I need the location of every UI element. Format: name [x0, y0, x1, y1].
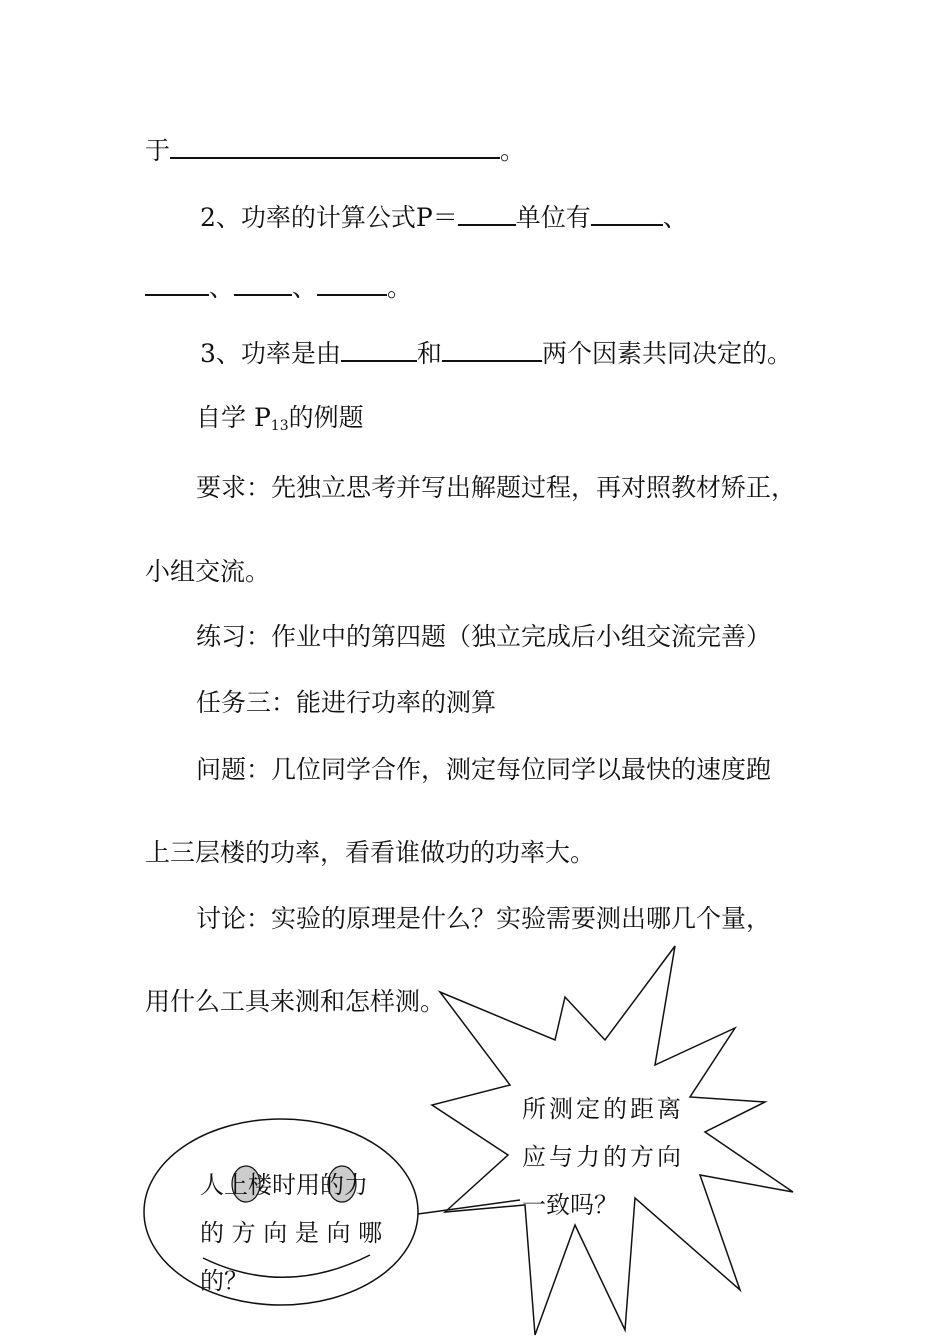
requirement-line-1: 要求：先独立思考并写出解题过程，再对照教材矫正， [196, 473, 797, 502]
item-3-text3: 两个因素共同决定的。 [541, 339, 792, 368]
line1-suffix: 。 [500, 136, 526, 165]
item-2-text1: 、功率的计算公式 [215, 203, 416, 232]
question-line-2: 上三层楼的功率，看看谁做功的功率大。 [145, 838, 596, 867]
power-formula: P＝ [415, 203, 458, 232]
star-text-line-2: 应与力的方向 [522, 1143, 684, 1171]
task-3: 任务三：能进行功率的测算 [196, 688, 497, 717]
face-text-line-3: 的？ [200, 1267, 248, 1295]
line1-prefix: 于 [145, 136, 171, 165]
self-study-subscript: 13 [270, 418, 289, 434]
separator: 、 [209, 273, 235, 302]
question-line-1: 问题：几位同学合作，测定每位同学以最快的速度跑 [196, 755, 772, 784]
self-study-pre: 自学 P [196, 403, 271, 432]
starburst-callout [432, 946, 793, 1335]
item-2-text3: 、 [662, 203, 688, 232]
item-2-text2: 单位有 [515, 203, 591, 232]
star-text-line-1: 所测定的距离 [522, 1095, 684, 1123]
practice: 练习：作业中的第四题（独立完成后小组交流完善） [196, 622, 772, 651]
item-3-text1: 、功率是由 [215, 339, 341, 368]
separator: 、 [292, 273, 318, 302]
requirement-line-2: 小组交流。 [145, 557, 271, 586]
item-2-end: 。 [387, 273, 413, 302]
face-text-line-1: 人上楼时用的力 [200, 1171, 368, 1199]
self-study-post: 的例题 [288, 403, 364, 432]
face-text-line-2: 的 方 向 是 向 哪 [200, 1219, 383, 1247]
discussion-line-2: 用什么工具来测和怎样测。 [145, 987, 446, 1016]
item-3-text2: 和 [416, 339, 442, 368]
discussion-line-1: 讨论：实验的原理是什么？实验需要测出哪几个量， [196, 904, 772, 933]
item-2-number: 2 [200, 203, 216, 232]
item-3-number: 3 [200, 339, 216, 368]
star-text-line-3: 一致吗？ [522, 1191, 618, 1219]
